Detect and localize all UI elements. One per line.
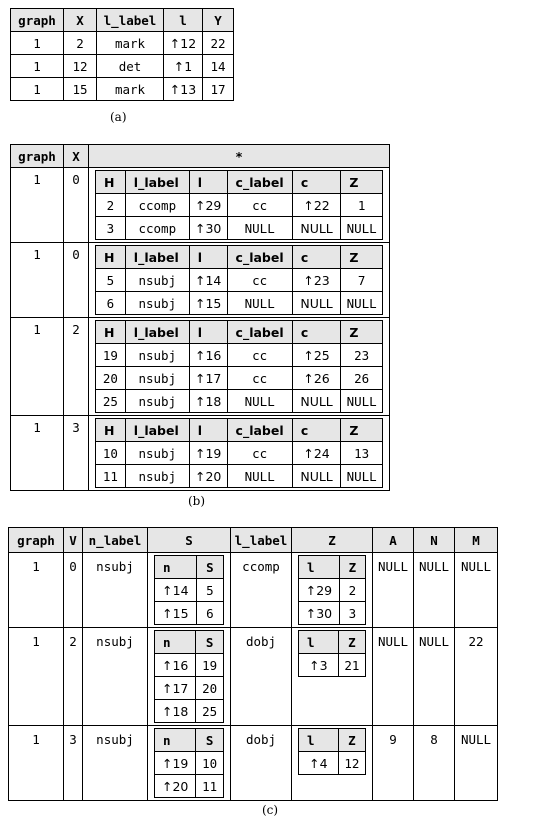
table-cell: ↑1 bbox=[164, 55, 203, 78]
s-subtable-cell: ↑19 bbox=[155, 752, 196, 775]
table-cell: 1 bbox=[11, 78, 64, 101]
s-subtable-cell: 6 bbox=[196, 602, 223, 625]
nested-cell: ↑16 bbox=[189, 344, 227, 367]
group-row bbox=[11, 168, 390, 243]
nested-cell: 11 bbox=[96, 465, 126, 488]
s-subtable-header-n: n bbox=[155, 556, 197, 579]
nested-cell: 23 bbox=[341, 344, 383, 367]
nested-cell: 20 bbox=[96, 367, 126, 390]
nested-cell: ↑19 bbox=[189, 442, 227, 465]
nested-cell: ↑30 bbox=[189, 217, 227, 240]
z-subtable-cell: 2 bbox=[339, 579, 365, 602]
s-subtable-row bbox=[155, 752, 224, 775]
nested-cell: ↑22 bbox=[292, 194, 340, 217]
nested-cell: NULL bbox=[341, 390, 383, 413]
nested-cell: 10 bbox=[96, 442, 126, 465]
table-c-caption: (c) bbox=[262, 803, 279, 817]
nested-cell: NULL bbox=[292, 292, 340, 315]
table-a-header-row bbox=[11, 9, 234, 32]
z-subtable-row bbox=[299, 752, 366, 775]
nested-table bbox=[95, 245, 383, 315]
nested-cell: 13 bbox=[341, 442, 383, 465]
nested-table-cell bbox=[89, 243, 390, 318]
z-subtable-header-l: l bbox=[299, 556, 340, 579]
s-subtable-header-n: n bbox=[155, 729, 196, 752]
nested-cell: ↑23 bbox=[292, 269, 340, 292]
table-a-header-y: Y bbox=[203, 9, 234, 32]
n-cell: NULL bbox=[414, 553, 455, 628]
z-subtable bbox=[298, 728, 366, 775]
v-cell: 0 bbox=[64, 553, 83, 628]
nested-header-h: H bbox=[96, 246, 126, 269]
table-cell: 22 bbox=[203, 32, 234, 55]
z-subtable-cell: ↑29 bbox=[299, 579, 340, 602]
nested-header-c: c bbox=[292, 171, 340, 194]
graph-cell: 1 bbox=[9, 553, 64, 628]
table-cell: mark bbox=[97, 32, 164, 55]
a-cell: NULL bbox=[373, 553, 414, 628]
nested-cell: ccomp bbox=[125, 194, 189, 217]
nested-cell: 6 bbox=[96, 292, 126, 315]
z-subtable bbox=[298, 630, 366, 677]
s-nested-cell bbox=[148, 628, 231, 726]
nested-cell: NULL bbox=[227, 217, 292, 240]
table-c-header-l-label: l_label bbox=[231, 528, 292, 553]
nested-table-cell bbox=[89, 168, 390, 243]
n-label-cell: nsubj bbox=[83, 726, 148, 801]
nested-header-row bbox=[96, 171, 383, 194]
nested-row bbox=[96, 390, 383, 413]
table-c bbox=[8, 527, 498, 801]
v-cell: 3 bbox=[64, 726, 83, 801]
n-label-cell: nsubj bbox=[83, 628, 148, 726]
nested-table bbox=[95, 320, 383, 413]
nested-cell: NULL bbox=[227, 465, 292, 488]
z-nested-cell bbox=[292, 628, 373, 726]
table-c-header-n: N bbox=[414, 528, 455, 553]
s-subtable-cell: ↑14 bbox=[155, 579, 197, 602]
table-row bbox=[9, 628, 498, 726]
table-a-header-l-label: l_label bbox=[97, 9, 164, 32]
nested-header-z: Z bbox=[341, 171, 383, 194]
z-subtable-cell: ↑3 bbox=[299, 654, 339, 677]
z-subtable-cell: 21 bbox=[338, 654, 365, 677]
z-subtable-header-row bbox=[299, 729, 366, 752]
group-graph-cell: 1 bbox=[11, 168, 64, 243]
nested-cell: nsubj bbox=[125, 344, 189, 367]
graph-cell: 1 bbox=[9, 726, 64, 801]
table-cell: ↑12 bbox=[164, 32, 203, 55]
nested-row bbox=[96, 367, 383, 390]
group-row bbox=[11, 416, 390, 491]
s-subtable-cell: 19 bbox=[196, 654, 224, 677]
nested-table-cell bbox=[89, 318, 390, 416]
nested-header-c-label: c_label bbox=[227, 419, 292, 442]
s-nested-cell bbox=[148, 553, 231, 628]
table-cell: mark bbox=[97, 78, 164, 101]
z-subtable-header-z: Z bbox=[338, 729, 365, 752]
group-graph-cell: 1 bbox=[11, 416, 64, 491]
table-row bbox=[11, 78, 234, 101]
z-subtable bbox=[298, 555, 366, 625]
nested-cell: NULL bbox=[341, 292, 383, 315]
s-subtable-cell: 10 bbox=[196, 752, 224, 775]
nested-header-c-label: c_label bbox=[227, 171, 292, 194]
nested-cell: cc bbox=[227, 442, 292, 465]
table-cell: 1 bbox=[11, 55, 64, 78]
s-subtable bbox=[154, 555, 224, 625]
s-subtable-header-row bbox=[155, 556, 224, 579]
z-subtable-header-l: l bbox=[299, 729, 339, 752]
group-graph-cell: 1 bbox=[11, 243, 64, 318]
nested-cell: 2 bbox=[96, 194, 126, 217]
z-nested-cell bbox=[292, 726, 373, 801]
m-cell: NULL bbox=[455, 553, 498, 628]
nested-header-c: c bbox=[292, 419, 340, 442]
nested-cell: nsubj bbox=[125, 292, 189, 315]
nested-header-l: l bbox=[189, 321, 227, 344]
nested-cell: ↑20 bbox=[189, 465, 227, 488]
group-x-cell: 0 bbox=[64, 168, 89, 243]
group-x-cell: 3 bbox=[64, 416, 89, 491]
nested-header-row bbox=[96, 321, 383, 344]
n-label-cell: nsubj bbox=[83, 553, 148, 628]
nested-cell: 7 bbox=[341, 269, 383, 292]
nested-header-c-label: c_label bbox=[227, 246, 292, 269]
table-a-container bbox=[10, 8, 234, 101]
s-subtable-header-s: S bbox=[196, 556, 223, 579]
group-row bbox=[11, 318, 390, 416]
nested-row bbox=[96, 465, 383, 488]
s-subtable-row bbox=[155, 700, 224, 723]
z-subtable-header-row bbox=[299, 631, 366, 654]
nested-row bbox=[96, 292, 383, 315]
n-cell: NULL bbox=[414, 628, 455, 726]
nested-cell: NULL bbox=[227, 292, 292, 315]
table-b-header-graph: graph bbox=[11, 145, 64, 168]
a-cell: 9 bbox=[373, 726, 414, 801]
m-cell: 22 bbox=[455, 628, 498, 726]
nested-cell: 25 bbox=[96, 390, 126, 413]
s-subtable-header-n: n bbox=[155, 631, 196, 654]
nested-header-z: Z bbox=[341, 419, 383, 442]
s-subtable-cell: 20 bbox=[196, 677, 224, 700]
nested-header-h: H bbox=[96, 171, 126, 194]
table-a bbox=[10, 8, 234, 101]
s-subtable-row bbox=[155, 579, 224, 602]
nested-header-c: c bbox=[292, 321, 340, 344]
nested-cell: ↑15 bbox=[189, 292, 227, 315]
table-c-header-s: S bbox=[148, 528, 231, 553]
nested-row bbox=[96, 269, 383, 292]
table-c-header-z: Z bbox=[292, 528, 373, 553]
table-c-container bbox=[8, 527, 498, 801]
nested-table bbox=[95, 170, 383, 240]
nested-header-l-label: l_label bbox=[125, 171, 189, 194]
nested-cell: cc bbox=[227, 344, 292, 367]
nested-header-c-label: c_label bbox=[227, 321, 292, 344]
m-cell: NULL bbox=[455, 726, 498, 801]
table-cell: 2 bbox=[64, 32, 97, 55]
nested-cell: NULL bbox=[227, 390, 292, 413]
nested-header-h: H bbox=[96, 321, 126, 344]
s-subtable-cell: ↑17 bbox=[155, 677, 196, 700]
z-subtable-cell: ↑30 bbox=[299, 602, 340, 625]
s-subtable-cell: ↑18 bbox=[155, 700, 196, 723]
z-subtable-cell: ↑4 bbox=[299, 752, 339, 775]
nested-header-h: H bbox=[96, 419, 126, 442]
s-subtable-header-s: S bbox=[196, 729, 224, 752]
group-x-cell: 0 bbox=[64, 243, 89, 318]
nested-header-l: l bbox=[189, 171, 227, 194]
table-a-header-l: l bbox=[164, 9, 203, 32]
s-subtable-header-row bbox=[155, 631, 224, 654]
s-subtable-cell: 11 bbox=[196, 775, 224, 798]
table-cell: 15 bbox=[64, 78, 97, 101]
nested-row bbox=[96, 194, 383, 217]
nested-cell: 1 bbox=[341, 194, 383, 217]
table-c-header-graph: graph bbox=[9, 528, 64, 553]
nested-header-l: l bbox=[189, 246, 227, 269]
nested-cell: NULL bbox=[292, 390, 340, 413]
nested-cell: cc bbox=[227, 194, 292, 217]
table-c-header-n-label: n_label bbox=[83, 528, 148, 553]
table-row bbox=[11, 55, 234, 78]
table-cell: det bbox=[97, 55, 164, 78]
table-c-header-v: V bbox=[64, 528, 83, 553]
table-row bbox=[11, 32, 234, 55]
nested-cell: ↑26 bbox=[292, 367, 340, 390]
group-x-cell: 2 bbox=[64, 318, 89, 416]
s-subtable-cell: ↑20 bbox=[155, 775, 196, 798]
nested-cell: NULL bbox=[292, 217, 340, 240]
s-subtable-cell: 25 bbox=[196, 700, 224, 723]
nested-header-l-label: l_label bbox=[125, 246, 189, 269]
nested-header-c: c bbox=[292, 246, 340, 269]
nested-header-z: Z bbox=[341, 321, 383, 344]
table-c-header-m: M bbox=[455, 528, 498, 553]
nested-table bbox=[95, 418, 383, 488]
nested-cell: cc bbox=[227, 269, 292, 292]
s-subtable bbox=[154, 630, 224, 723]
table-b-header-star: * bbox=[89, 145, 390, 168]
nested-row bbox=[96, 217, 383, 240]
nested-cell: nsubj bbox=[125, 465, 189, 488]
nested-cell: NULL bbox=[341, 217, 383, 240]
z-subtable-header-z: Z bbox=[338, 631, 365, 654]
z-subtable-row bbox=[299, 579, 366, 602]
n-cell: 8 bbox=[414, 726, 455, 801]
nested-cell: NULL bbox=[341, 465, 383, 488]
nested-cell: nsubj bbox=[125, 442, 189, 465]
s-subtable-header-row bbox=[155, 729, 224, 752]
table-cell: 14 bbox=[203, 55, 234, 78]
nested-header-z: Z bbox=[341, 246, 383, 269]
nested-header-l-label: l_label bbox=[125, 419, 189, 442]
nested-header-l: l bbox=[189, 419, 227, 442]
nested-cell: cc bbox=[227, 367, 292, 390]
z-subtable-row bbox=[299, 654, 366, 677]
nested-cell: ccomp bbox=[125, 217, 189, 240]
nested-table-cell bbox=[89, 416, 390, 491]
s-subtable-row bbox=[155, 602, 224, 625]
nested-cell: 5 bbox=[96, 269, 126, 292]
table-b-caption: (b) bbox=[188, 494, 206, 508]
z-subtable-header-z: Z bbox=[339, 556, 365, 579]
nested-cell: ↑18 bbox=[189, 390, 227, 413]
table-b-header-row bbox=[11, 145, 390, 168]
nested-cell: ↑14 bbox=[189, 269, 227, 292]
nested-header-row bbox=[96, 419, 383, 442]
nested-cell: nsubj bbox=[125, 390, 189, 413]
s-subtable-cell: 5 bbox=[196, 579, 223, 602]
z-subtable-row bbox=[299, 602, 366, 625]
table-c-header-row bbox=[9, 528, 498, 553]
nested-cell: 3 bbox=[96, 217, 126, 240]
table-a-header-x: X bbox=[64, 9, 97, 32]
table-b-header-x: X bbox=[64, 145, 89, 168]
table-b-container bbox=[10, 144, 390, 491]
table-row bbox=[9, 726, 498, 801]
a-cell: NULL bbox=[373, 628, 414, 726]
table-row bbox=[9, 553, 498, 628]
group-row bbox=[11, 243, 390, 318]
s-subtable-cell: ↑15 bbox=[155, 602, 197, 625]
s-subtable-row bbox=[155, 677, 224, 700]
nested-header-l-label: l_label bbox=[125, 321, 189, 344]
z-subtable-cell: 3 bbox=[339, 602, 365, 625]
z-nested-cell bbox=[292, 553, 373, 628]
s-subtable bbox=[154, 728, 224, 798]
z-subtable-cell: 12 bbox=[338, 752, 365, 775]
nested-cell: NULL bbox=[292, 465, 340, 488]
table-cell: 17 bbox=[203, 78, 234, 101]
table-a-header-graph: graph bbox=[11, 9, 64, 32]
nested-header-row bbox=[96, 246, 383, 269]
nested-cell: ↑29 bbox=[189, 194, 227, 217]
table-cell: 12 bbox=[64, 55, 97, 78]
s-subtable-header-s: S bbox=[196, 631, 224, 654]
group-graph-cell: 1 bbox=[11, 318, 64, 416]
nested-cell: 26 bbox=[341, 367, 383, 390]
nested-cell: nsubj bbox=[125, 269, 189, 292]
nested-cell: ↑24 bbox=[292, 442, 340, 465]
graph-cell: 1 bbox=[9, 628, 64, 726]
table-cell: ↑13 bbox=[164, 78, 203, 101]
z-subtable-header-row bbox=[299, 556, 366, 579]
nested-cell: ↑17 bbox=[189, 367, 227, 390]
l-label-cell: dobj bbox=[231, 628, 292, 726]
v-cell: 2 bbox=[64, 628, 83, 726]
table-cell: 1 bbox=[11, 32, 64, 55]
s-subtable-cell: ↑16 bbox=[155, 654, 196, 677]
nested-cell: nsubj bbox=[125, 367, 189, 390]
nested-cell: 19 bbox=[96, 344, 126, 367]
table-a-caption: (a) bbox=[110, 110, 127, 124]
nested-cell: ↑25 bbox=[292, 344, 340, 367]
z-subtable-header-l: l bbox=[299, 631, 339, 654]
s-subtable-row bbox=[155, 775, 224, 798]
s-subtable-row bbox=[155, 654, 224, 677]
table-c-header-a: A bbox=[373, 528, 414, 553]
nested-row bbox=[96, 442, 383, 465]
table-b bbox=[10, 144, 390, 491]
l-label-cell: dobj bbox=[231, 726, 292, 801]
s-nested-cell bbox=[148, 726, 231, 801]
nested-row bbox=[96, 344, 383, 367]
l-label-cell: ccomp bbox=[231, 553, 292, 628]
